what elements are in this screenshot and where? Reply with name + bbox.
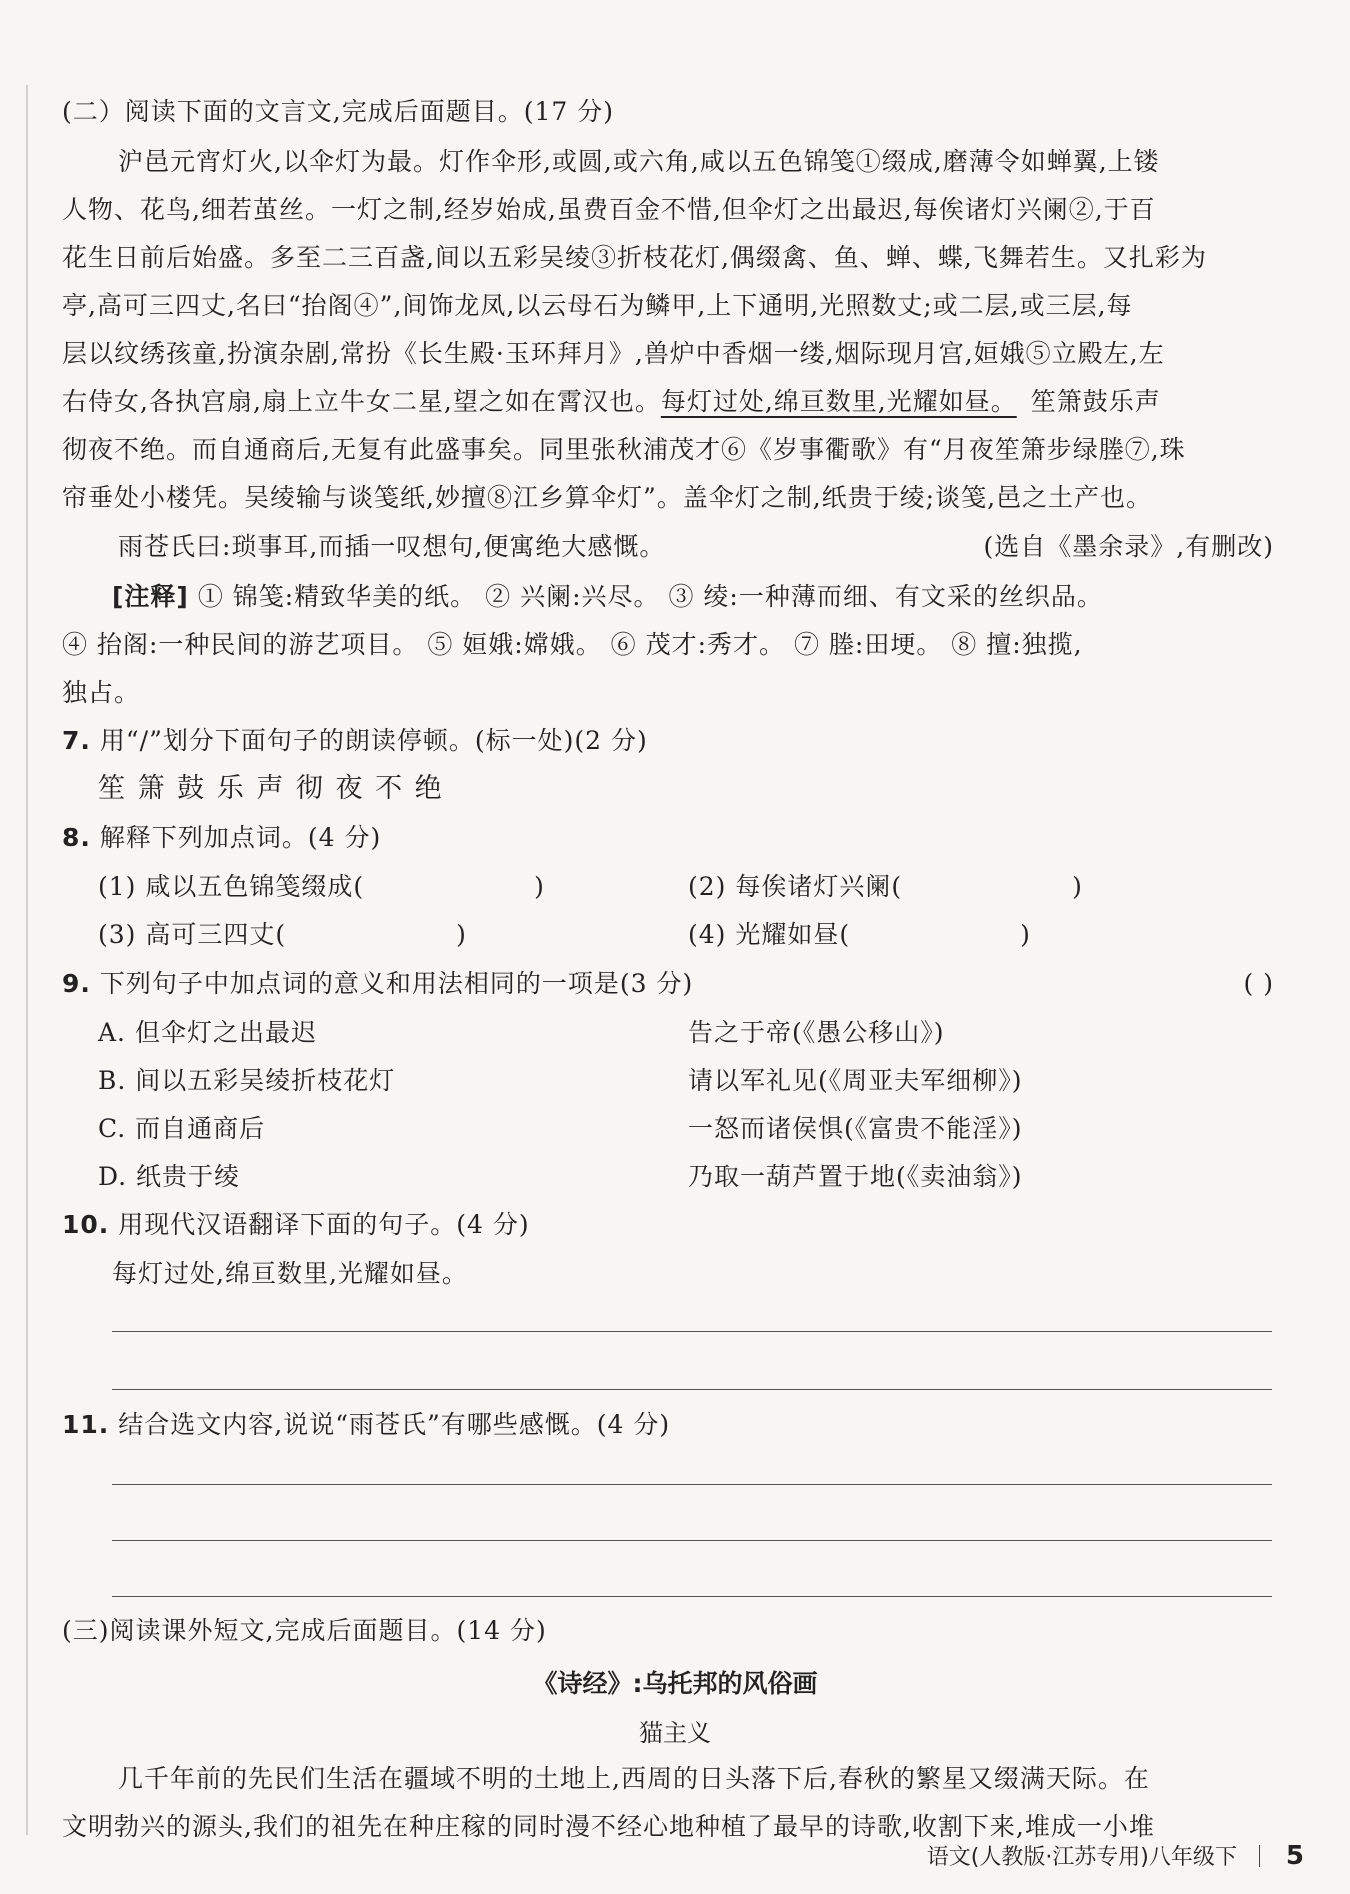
- q9-option-d-compare: 乃取一葫芦置于地(《卖油翁》): [688, 1162, 1023, 1191]
- question-10-number: 10.: [62, 1210, 110, 1239]
- passage-line-3: 花生日前后始盛。多至二三百盏,间以五彩吴绫③折枝花灯,偶缀禽、鱼、蝉、蝶,飞舞若生。又扎彩为: [62, 243, 1207, 272]
- passage-line-6-text: 右侍女,各执宫扇,扇上立牛女二星,望之如在霄汉也。: [62, 387, 661, 416]
- question-7-number: 7.: [62, 726, 91, 755]
- q8-item-1[interactable]: [98, 870, 545, 904]
- question-7-sentence[interactable]: 笙 箫 鼓 乐 声 彻 夜 不 绝: [98, 773, 444, 804]
- question-11-text: 结合选文内容,说说“雨苍氏”有哪些感慨。(4 分): [118, 1410, 671, 1439]
- notes-label: [注释]: [112, 582, 189, 611]
- passage-line-6-tail: 笙箫鼓乐声: [1030, 387, 1161, 416]
- q8-item-4-text: (4) 光耀如昼(: [688, 920, 851, 949]
- q8-item-3-close: ): [456, 920, 467, 949]
- question-7: [62, 724, 648, 758]
- question-11: [62, 1408, 670, 1442]
- q8-item-4[interactable]: [688, 918, 1031, 952]
- answer-line-q11-1[interactable]: [112, 1484, 1272, 1485]
- question-10: [62, 1208, 530, 1242]
- footer-subject: 语文(人教版·江苏专用)八年级下: [926, 1845, 1237, 1870]
- notes-line-3: 独占。: [62, 678, 141, 707]
- question-9-number: 9.: [62, 969, 91, 998]
- q8-item-3-text: (3) 高可三四丈(: [98, 920, 287, 949]
- q8-item-2-close: ): [1072, 872, 1083, 901]
- passage-line-6: [62, 385, 1161, 419]
- q9-option-c[interactable]: C. 而自通商后: [98, 1114, 266, 1143]
- q9-option-c-compare: 一怒而诸侯惧(《富贵不能淫》): [688, 1114, 1023, 1143]
- section2-heading: (二）阅读下面的文言文,完成后面题目。(17 分): [62, 97, 614, 126]
- article-title: 《诗经》:乌托邦的风俗画: [532, 1669, 818, 1698]
- footer-divider: [1259, 1845, 1260, 1867]
- underlined-sentence: 每灯过处,绵亘数里,光耀如昼。: [660, 387, 1017, 416]
- answer-line-q11-2[interactable]: [112, 1540, 1272, 1541]
- question-11-number: 11.: [62, 1410, 110, 1439]
- source-citation: (选自《墨余录》,有删改): [983, 532, 1274, 561]
- passage-line-8: 帘垂处小楼凭。吴绫输与谈笺纸,妙擅⑧江乡算伞灯”。盖伞灯之制,纸贵于绫;谈笺,邑之土产也。: [62, 483, 1153, 512]
- question-10-sentence: 每灯过处,绵亘数里,光耀如昼。: [112, 1259, 468, 1288]
- passage-line-7: 彻夜不绝。而自通商后,无复有此盛事矣。同里张秋浦茂才⑥《岁事衢歌》有“月夜笙箫步绿塍⑦,珠: [62, 435, 1186, 464]
- comment-line: 雨苍氏曰:琐事耳,而插一叹想句,便寓绝大感慨。: [118, 532, 666, 561]
- q9-option-b-compare: 请以军礼见(《周亚夫军细柳》): [688, 1066, 1023, 1095]
- question-9-answer-paren[interactable]: ( ): [1243, 969, 1274, 998]
- question-9: [62, 967, 693, 1001]
- answer-line-q10-1[interactable]: [112, 1331, 1272, 1332]
- article-author: 猫主义: [639, 1719, 711, 1747]
- answer-line-q10-2[interactable]: [112, 1389, 1272, 1390]
- notes-line-1: [112, 580, 1103, 614]
- question-8-text: 解释下列加点词。(4 分): [99, 823, 382, 852]
- q8-item-2[interactable]: [688, 870, 1083, 904]
- notes-text-1: ① 锦笺:精致华美的纸。 ② 兴阑:兴尽。 ③ 绫:一种薄而细、有文采的丝织品。: [197, 582, 1103, 611]
- question-7-text: 用“/”划分下面句子的朗读停顿。(标一处)(2 分): [99, 726, 648, 755]
- q8-item-3[interactable]: [98, 918, 467, 952]
- binding-margin-line: [26, 85, 28, 1835]
- passage-line-2: 人物、花鸟,细若茧丝。一灯之制,经岁始成,虽费百金不惜,但伞灯之出最迟,每俟诸灯兴阑②,于百: [62, 195, 1156, 224]
- q9-option-d[interactable]: D. 纸贵于绫: [98, 1162, 241, 1191]
- passage-line-1: 沪邑元宵灯火,以伞灯为最。灯作伞形,或圆,或六角,咸以五色锦笺①缀成,磨薄令如蝉翼,上镂: [118, 147, 1160, 176]
- question-10-text: 用现代汉语翻译下面的句子。(4 分): [118, 1210, 530, 1239]
- q8-item-4-close: ): [1020, 920, 1031, 949]
- q9-option-a[interactable]: A. 但伞灯之出最迟: [98, 1018, 317, 1047]
- question-8-number: 8.: [62, 823, 91, 852]
- passage-line-4: 亭,高可三四丈,名曰“抬阁④”,间饰龙凤,以云母石为鳞甲,上下通明,光照数丈;或二层,或三层,每: [62, 291, 1133, 320]
- passage-line-5: 层以纹绣孩童,扮演杂剧,常扮《长生殿·玉环拜月》,兽炉中香烟一缕,烟际现月宫,姮娥⑤立殿左,左: [62, 339, 1165, 368]
- notes-line-2: ④ 抬阁:一种民间的游艺项目。 ⑤ 姮娥:嫦娥。 ⑥ 茂才:秀才。 ⑦ 塍:田埂。 ⑧ 擅:独揽,: [62, 630, 1083, 659]
- article-line-1: 几千年前的先民们生活在疆域不明的土地上,西周的日头落下后,春秋的繁星又缀满天际。在: [118, 1764, 1150, 1793]
- q9-option-b[interactable]: B. 间以五彩吴绫折枝花灯: [98, 1066, 396, 1095]
- q8-item-1-text: (1) 咸以五色锦笺缀成(: [98, 872, 365, 901]
- page-number: 5: [1285, 1841, 1304, 1871]
- question-8: [62, 821, 381, 855]
- article-line-2: 文明勃兴的源头,我们的祖先在种庄稼的同时漫不经心地种植了最早的诗歌,收割下来,堆成一小堆: [62, 1812, 1155, 1841]
- answer-line-q11-3[interactable]: [112, 1596, 1272, 1597]
- question-9-text: 下列句子中加点词的意义和用法相同的一项是(3 分): [99, 969, 694, 998]
- q8-item-2-text: (2) 每俟诸灯兴阑(: [688, 872, 903, 901]
- section3-heading: (三)阅读课外短文,完成后面题目。(14 分): [62, 1616, 547, 1645]
- q8-item-1-close: ): [534, 872, 545, 901]
- q9-option-a-compare: 告之于帝(《愚公移山》): [688, 1018, 945, 1047]
- page-footer: [927, 1840, 1304, 1871]
